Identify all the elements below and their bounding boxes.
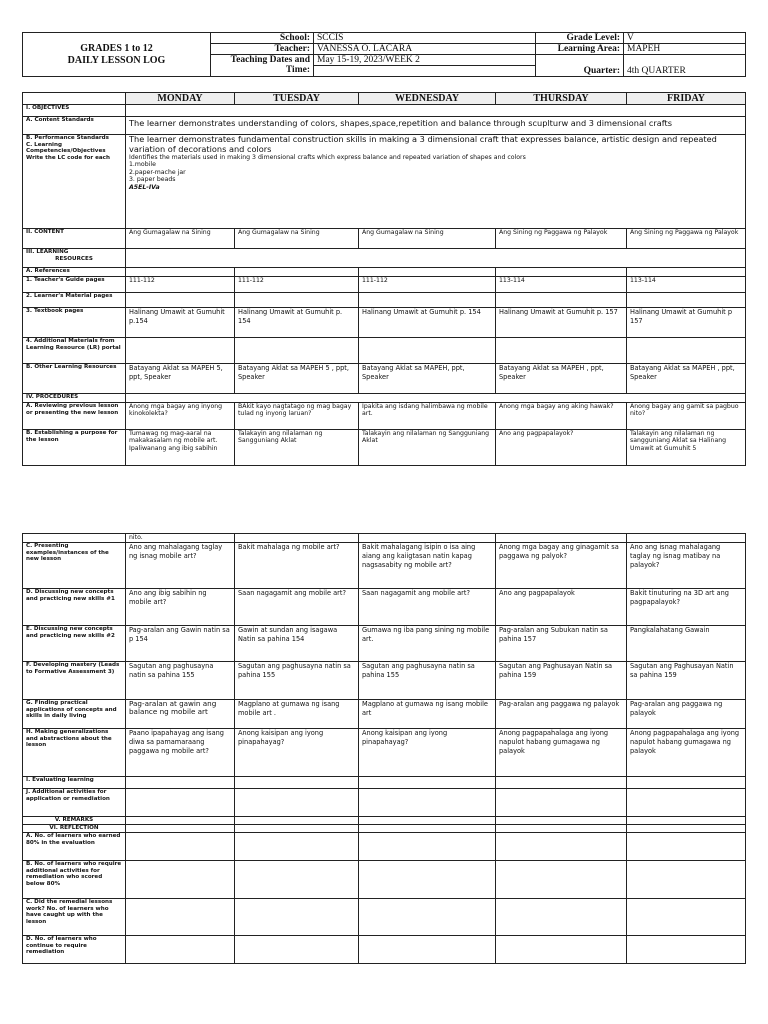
reflection-label: VI. REFLECTION <box>23 825 126 833</box>
lc-line-4: 3. paper beads <box>129 176 176 184</box>
presenting-tuesday: Bakit mahalaga ng mobile art? <box>235 543 359 589</box>
performance-lc-label <box>23 135 126 229</box>
school-label: School: <box>211 33 314 44</box>
evaluating-wednesday <box>359 777 496 789</box>
continue-remediation-label: D. No. of learners who continue to require remediation <box>23 936 126 964</box>
additional-activities-monday <box>126 789 235 817</box>
remedial-work-monday <box>126 899 235 936</box>
earned-80-monday <box>126 833 235 861</box>
learners-material-thursday <box>496 293 627 308</box>
lesson-log-part-2 <box>22 533 746 964</box>
lc-code-label: Write the LC code for each <box>26 154 110 161</box>
additional-materials-label: 4. Additional Materials from Learning Resource (LR) portal <box>23 338 126 364</box>
require-remediation-tuesday <box>235 861 359 899</box>
continuation-label-blank <box>23 534 126 543</box>
earned-80-tuesday <box>235 833 359 861</box>
reflection-wednesday <box>359 825 496 833</box>
learners-material-wednesday <box>359 293 496 308</box>
remarks-tuesday <box>235 817 359 825</box>
evaluating-friday <box>627 777 746 789</box>
teacher-label: Teacher: <box>211 44 314 55</box>
other-resources-label: B. Other Learning Resources <box>23 364 126 394</box>
mastery-tuesday: Sagutan ang paghusayna natin sa pahina 155 <box>235 662 359 700</box>
remedial-work-wednesday <box>359 899 496 936</box>
additional-materials-wednesday <box>359 338 496 364</box>
purpose-monday: Tumawag ng mag-aaral na makakasalam ng mobile art. Ipaliwanang ang ibig sabihin <box>126 430 235 466</box>
additional-materials-friday <box>627 338 746 364</box>
generalizations-friday: Anong pagpapahalaga ang iyong napulot habang gumagawa ng palayok <box>627 729 746 777</box>
header-table <box>22 32 746 77</box>
textbook-wednesday: Halinang Umawit at Gumuhit p. 154 <box>359 308 496 338</box>
new-concepts-1-wednesday: Saan nagagamit ang mobile art? <box>359 589 496 626</box>
reflection-tuesday <box>235 825 359 833</box>
other-resources-tuesday: Batayang Aklat sa MAPEH 5 , ppt, Speaker <box>235 364 359 394</box>
procedures-blank <box>126 394 746 403</box>
new-concepts-2-wednesday: Gumawa ng iba pang sining ng mobile art. <box>359 626 496 662</box>
textbook-friday: Halinang Umawit at Gumuhit p 157 <box>627 308 746 338</box>
references-thursday <box>496 268 627 277</box>
additional-activities-thursday <box>496 789 627 817</box>
learning-resources-line-2: RESOURCES <box>55 255 93 262</box>
require-remediation-monday <box>126 861 235 899</box>
quarter-label: Quarter: <box>536 55 624 77</box>
presenting-thursday: Anong mga bagay ang ginagamit sa paggawa ng palyok? <box>496 543 627 589</box>
lesson-log-part-1 <box>22 92 746 466</box>
dates-label-1: Teaching Dates and <box>230 55 310 65</box>
remarks-monday <box>126 817 235 825</box>
grade-value: V <box>624 33 746 44</box>
references-wednesday <box>359 268 496 277</box>
log-title <box>23 33 211 77</box>
earned-80-label: A. No. of learners who earned 80% in the evaluation <box>23 833 126 861</box>
continue-remediation-monday <box>126 936 235 964</box>
dates-label-2: Time: <box>285 65 310 75</box>
new-concepts-1-label: D. Discussing new concepts and practicing new skills #1 <box>23 589 126 626</box>
reviewing-thursday: Anong mga bagay ang aking hawak? <box>496 403 627 430</box>
evaluating-tuesday <box>235 777 359 789</box>
references-monday <box>126 268 235 277</box>
remarks-thursday <box>496 817 627 825</box>
purpose-thursday: Ano ang pagpapalayok? <box>496 430 627 466</box>
mastery-monday: Sagutan ang paghusayna natin sa pahina 155 <box>126 662 235 700</box>
mastery-thursday: Sagutan ang Paghusayan Natin sa pahina 159 <box>496 662 627 700</box>
generalizations-thursday: Anong pagpapahalaga ang iyong napulot habang gumagawa ng palayok <box>496 729 627 777</box>
applications-tuesday: Magplano at gumawa ng isang mobile art . <box>235 700 359 729</box>
remarks-wednesday <box>359 817 496 825</box>
content-friday: Ang Sining ng Paggawa ng Palayok <box>627 229 746 249</box>
textbook-label: 3. Textbook pages <box>23 308 126 338</box>
objectives-blank <box>126 105 746 117</box>
new-concepts-1-thursday: Ano ang pagpapalayok <box>496 589 627 626</box>
practical-applications-label: G. Finding practical applications of concepts and skills in daily living <box>23 700 126 729</box>
presenting-examples-label: C. Presenting examples/instances of the new lesson <box>23 543 126 589</box>
additional-materials-thursday <box>496 338 627 364</box>
require-remediation-wednesday <box>359 861 496 899</box>
other-resources-friday: Batayang Aklat sa MAPEH , ppt, Speaker <box>627 364 746 394</box>
objectives-label: I. OBJECTIVES <box>23 105 126 117</box>
continue-remediation-thursday <box>496 936 627 964</box>
other-resources-thursday: Batayang Aklat sa MAPEH , ppt, Speaker <box>496 364 627 394</box>
remedial-work-thursday <box>496 899 627 936</box>
new-concepts-1-tuesday: Saan nagagamit ang mobile art? <box>235 589 359 626</box>
additional-activities-friday <box>627 789 746 817</box>
new-concepts-1-friday: Bakit tinuturing na 3D art ang pagpapalayok? <box>627 589 746 626</box>
content-label: II. CONTENT <box>23 229 126 249</box>
new-concepts-2-tuesday: Gawin at sundan ang isagawa Natin sa pahina 154 <box>235 626 359 662</box>
evaluating-learning-label: I. Evaluating learning <box>23 777 126 789</box>
day-friday: FRIDAY <box>627 93 746 105</box>
continue-remediation-wednesday <box>359 936 496 964</box>
textbook-tuesday: Halinang Umawit at Gumuhit p. 154 <box>235 308 359 338</box>
evaluating-thursday <box>496 777 627 789</box>
purpose-wednesday: Talakayin ang nilalaman ng Sangguniang Aklat <box>359 430 496 466</box>
performance-standards-label: B. Performance Standards <box>26 135 109 141</box>
textbook-thursday: Halinang Umawit at Gumuhit p. 157 <box>496 308 627 338</box>
dates-blank <box>314 66 536 77</box>
content-monday: Ang Gumagalaw na Sining <box>126 229 235 249</box>
continue-remediation-tuesday <box>235 936 359 964</box>
additional-activities-label: J. Additional activities for application or remediation <box>23 789 126 817</box>
applications-thursday: Pag-aralan ang paggawa ng palayok <box>496 700 627 729</box>
reviewing-monday: Anong mga bagay ang inyong kinokolekta? <box>126 403 235 430</box>
other-resources-monday: Batayang Aklat sa MAPEH 5, ppt, Speaker <box>126 364 235 394</box>
dates-value: May 15-19, 2023/WEEK 2 <box>314 55 536 66</box>
purpose-tuesday: Talakayin ang nilalaman ng Sangguniang Aklat <box>235 430 359 466</box>
generalizations-monday: Paano ipapahayag ang isang diwa sa pamamaraang paggawa ng mobile art? <box>126 729 235 777</box>
reviewing-tuesday: BAkit kayo nagtatago ng mag bagay tulad ng inyong laruan? <box>235 403 359 430</box>
references-label: A. References <box>23 268 126 277</box>
teachers-guide-label: 1. Teacher's Guide pages <box>23 277 126 293</box>
performance-standards-value: The learner demonstrates fundamental construction skills in making a 3 dimensional craft that expresses balance, artistic design and repeated variation of decorations and colors <box>129 134 717 154</box>
continue-remediation-friday <box>627 936 746 964</box>
day-wednesday: WEDNESDAY <box>359 93 496 105</box>
applications-wednesday: Magplano at gumawa ng isang mobile art <box>359 700 496 729</box>
developing-mastery-label: F. Developing mastery (Leads to Formative Assessment 3) <box>23 662 126 700</box>
days-header-row <box>23 93 746 105</box>
procedures-label: IV. PROCEDURES <box>23 394 126 403</box>
generalizations-tuesday: Anong kaisipan ang iyong pinapahayag? <box>235 729 359 777</box>
remarks-label: V. REMARKS <box>23 817 126 825</box>
earned-80-thursday <box>496 833 627 861</box>
continuation-thursday <box>496 534 627 543</box>
new-concepts-2-friday: Pangkalahatang Gawain <box>627 626 746 662</box>
performance-lc-value <box>126 135 746 229</box>
content-thursday: Ang Sining ng Paggawa ng Palayok <box>496 229 627 249</box>
references-friday <box>627 268 746 277</box>
presenting-monday: Ano ang mahalagang taglay ng isnag mobile art? <box>126 543 235 589</box>
reflection-thursday <box>496 825 627 833</box>
content-standards-value: The learner demonstrates understanding of colors, shapes,space,repetition and balance through scuplturw and 3 dimensional crafts <box>126 117 746 135</box>
content-standards-label: A. Content Standards <box>23 117 126 135</box>
area-label: Learning Area: <box>536 44 624 55</box>
reviewing-friday: Anong bagay ang gamit sa pagbuo nito? <box>627 403 746 430</box>
grade-label: Grade Level: <box>536 33 624 44</box>
continuation-monday: nito. <box>126 534 235 543</box>
teachers-guide-tuesday: 111-112 <box>235 277 359 293</box>
additional-activities-tuesday <box>235 789 359 817</box>
remedial-work-label: C. Did the remedial lessons work? No. of learners who have caught up with the lesson <box>23 899 126 936</box>
remedial-work-friday <box>627 899 746 936</box>
day-monday: MONDAY <box>126 93 235 105</box>
mastery-wednesday: Sagutan ang paghusayna natin sa pahina 155 <box>359 662 496 700</box>
other-resources-wednesday: Batayang Aklat sa MAPEH, ppt, Speaker <box>359 364 496 394</box>
learning-resources-line-1: III. LEARNING <box>26 249 69 255</box>
quarter-value: 4th QUARTER <box>624 55 746 77</box>
additional-materials-monday <box>126 338 235 364</box>
new-concepts-2-label: E. Discussing new concepts and practicing new skills #2 <box>23 626 126 662</box>
teachers-guide-friday: 113-114 <box>627 277 746 293</box>
title-line-2: DAILY LESSON LOG <box>67 54 166 66</box>
new-concepts-2-monday: Pag-aralan ang Gawin natin sa p 154 <box>126 626 235 662</box>
presenting-wednesday: Bakit mahalagang isipin o isa aing aiang ang kaiigtasan natin kapag nagsasabity ng mobile art? <box>359 543 496 589</box>
continuation-friday <box>627 534 746 543</box>
presenting-friday: Ano ang isnag mahalagang taglay ng isnag matibay na palayok? <box>627 543 746 589</box>
lc-line-3: 2.paper-mache jar <box>129 168 186 176</box>
applications-monday: Pag-aralan at gawin ang balance ng mobile art <box>126 700 235 729</box>
area-value: MAPEH <box>624 44 746 55</box>
teacher-value: VANESSA O. LACARA <box>314 44 536 55</box>
establishing-purpose-label: B. Establishing a purpose for the lesson <box>23 430 126 466</box>
reflection-friday <box>627 825 746 833</box>
school-value: SCCIS <box>314 33 536 44</box>
remedial-work-tuesday <box>235 899 359 936</box>
days-corner <box>23 93 126 105</box>
references-tuesday <box>235 268 359 277</box>
reviewing-wednesday: Ipakita ang isdang halimbawa ng mobile art. <box>359 403 496 430</box>
additional-activities-wednesday <box>359 789 496 817</box>
learning-resources-label <box>23 249 126 268</box>
lc-code: A5EL-IVa <box>129 183 160 191</box>
require-remediation-thursday <box>496 861 627 899</box>
require-remediation-friday <box>627 861 746 899</box>
reflection-monday <box>126 825 235 833</box>
reviewing-previous-label: A. Reviewing previous lesson or presenting the new lesson <box>23 403 126 430</box>
earned-80-friday <box>627 833 746 861</box>
day-tuesday: TUESDAY <box>235 93 359 105</box>
learning-resources-blank <box>126 249 746 268</box>
dates-label <box>211 55 314 77</box>
continuation-wednesday <box>359 534 496 543</box>
remarks-friday <box>627 817 746 825</box>
teachers-guide-thursday: 113-114 <box>496 277 627 293</box>
competencies-label: C. Learning Competencies/Objectives <box>26 141 106 155</box>
generalizations-wednesday: Anong kaisipan ang iyong pinapahayag? <box>359 729 496 777</box>
new-concepts-2-thursday: Pag-aralan ang Subukan natin sa pahina 157 <box>496 626 627 662</box>
evaluating-monday <box>126 777 235 789</box>
teachers-guide-wednesday: 111-112 <box>359 277 496 293</box>
lc-line-1: Identifies the materials used in making 3 dimensional crafts which express balance and repeated variation of shapes and colors <box>129 154 526 161</box>
learners-material-tuesday <box>235 293 359 308</box>
learners-material-label: 2. Learner's Material pages <box>23 293 126 308</box>
content-wednesday: Ang Gumagalaw na Sining <box>359 229 496 249</box>
generalizations-label: H. Making generalizations and abstractions about the lesson <box>23 729 126 777</box>
require-remediation-label: B. No. of learners who require additional activities for remediation who scored below 80% <box>23 861 126 899</box>
content-tuesday: Ang Gumagalaw na Sining <box>235 229 359 249</box>
earned-80-wednesday <box>359 833 496 861</box>
purpose-friday: Talakayin ang nilalaman ng sangguniang Aklat sa Halinang Umawit at Gumuhit 5 <box>627 430 746 466</box>
textbook-monday: Halinang Umawit at Gumuhit p.154 <box>126 308 235 338</box>
mastery-friday: Sagutan ang Paghusayan Natin sa pahina 159 <box>627 662 746 700</box>
title-line-1: GRADES 1 to 12 <box>80 42 153 54</box>
additional-materials-tuesday <box>235 338 359 364</box>
learners-material-friday <box>627 293 746 308</box>
applications-friday: Pag-aralan ang paggawa ng palayok <box>627 700 746 729</box>
continuation-tuesday <box>235 534 359 543</box>
lc-line-2: 1.mobile <box>129 161 156 169</box>
teachers-guide-monday: 111-112 <box>126 277 235 293</box>
day-thursday: THURSDAY <box>496 93 627 105</box>
new-concepts-1-monday: Ano ang ibig sabihin ng mobile art? <box>126 589 235 626</box>
learners-material-monday <box>126 293 235 308</box>
